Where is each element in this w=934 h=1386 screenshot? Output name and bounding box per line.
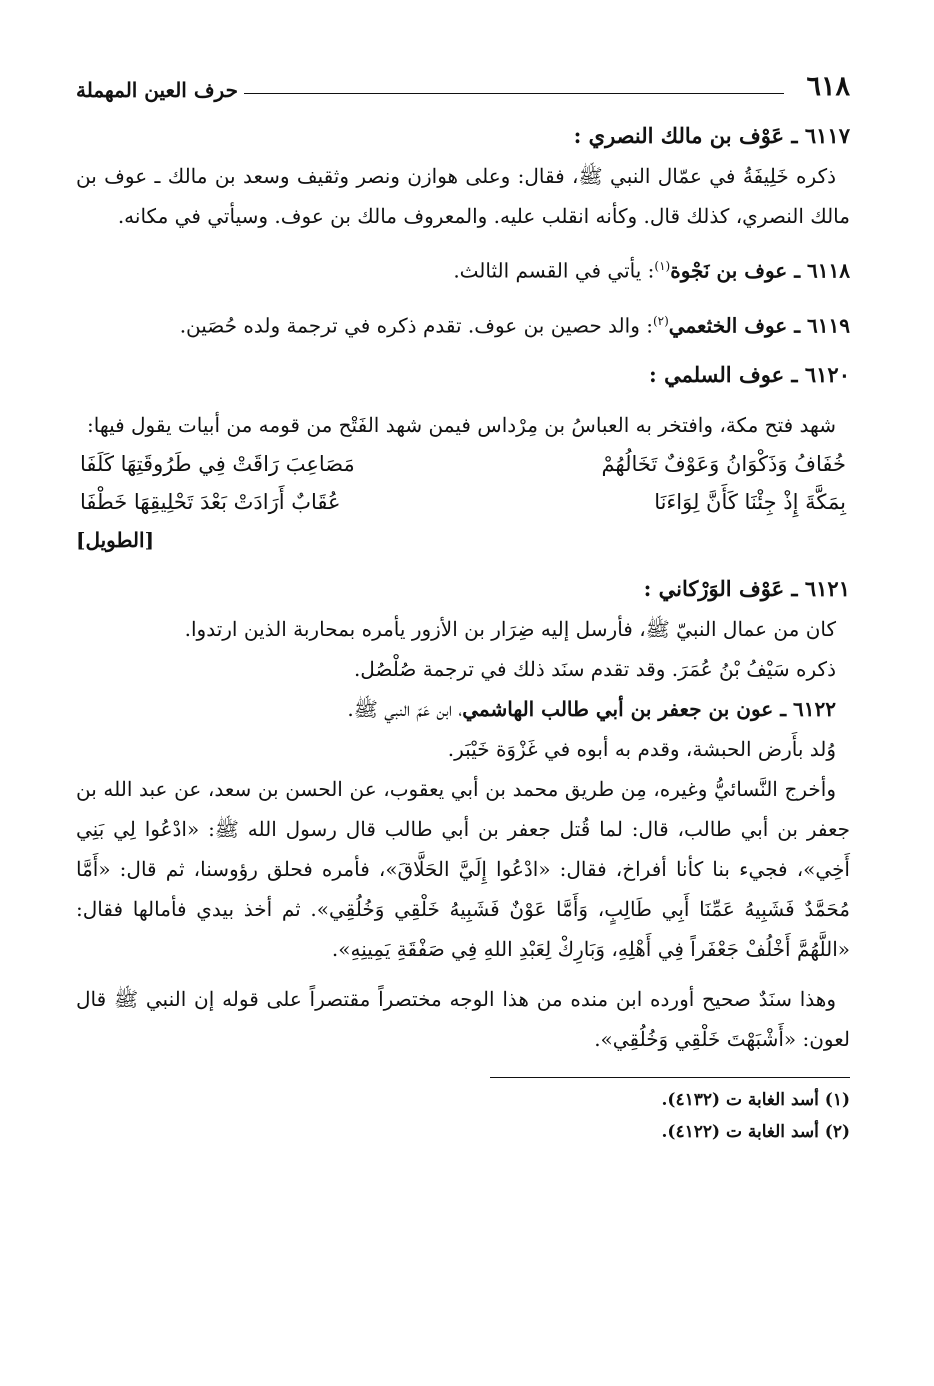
running-title: حرف العين المهملة <box>76 78 238 102</box>
verse-hemistich-right: بِمَكَّةَ إِذْ جِئْنَا كَأَنَّ لِوَاءَنَا <box>654 490 846 515</box>
verse-hemistich-right: خُفَافُ وَذَكْوَانُ وَعَوْفٌ تَخَالُهُمْ <box>601 452 846 477</box>
entry-paragraph: ذكره سَيْفُ بْنُ عُمَرَ. وقد تقدم سنَد ذلك في ترجمة صُلْصُل. <box>353 657 836 682</box>
header-rule <box>244 93 785 94</box>
footnote-ref: (٢) <box>652 313 669 328</box>
verse-hemistich-left: عُقَابٌ أَرَادَتْ بَعْدَ تَحْلِيقِهَا خَطْفَا <box>80 490 341 515</box>
poem-meter: [الطويل] <box>76 528 155 553</box>
footnote: (١) أسد الغابة ت (٤١٣٢). <box>661 1090 850 1111</box>
entry-heading: ٦١١٧ ـ عَوْف بن مالك النصري : <box>573 123 850 148</box>
page-header <box>76 66 850 100</box>
entry-heading-rest: ، ابن عَمّ النبي ﷺ. <box>347 697 463 722</box>
entry-heading: ٦١٢٢ ـ عون بن جعفر بن أبي طالب الهاشمي <box>462 697 836 722</box>
entry-heading: ٦١٢١ ـ عَوْف الوَرْكاني : <box>643 576 850 602</box>
entry-heading-rest: : يأتي في القسم الثالث. <box>453 258 655 283</box>
entry-6120 <box>76 355 850 559</box>
entry-heading: ٦١١٩ ـ عوف الخثعمي <box>668 313 850 338</box>
footnote-ref: (١) <box>654 259 671 273</box>
page-number: ٦١٨ <box>806 71 850 102</box>
entry-paragraph: كان من عمال النبيّ ﷺ، فأرسل إليه ضِرَار بن الأزور يأمره بمحاربة الذين ارتدوا. <box>184 617 836 642</box>
entry-heading-rest: : والد حصين بن عوف. تقدم ذكره في ترجمة ولده حُصَين. <box>179 313 653 338</box>
entry-6118 <box>76 246 850 291</box>
entry-6121 <box>76 569 850 689</box>
poem-verse <box>76 445 850 483</box>
entry-paragraph: شهد فتح مكة، وافتخر به العباسُ بن مِرْداس فيمن شهد الفَتْح من قومه من أبيات يقول فيها: <box>87 413 836 438</box>
entry-heading: ٦١٢٠ ـ عوف السلمي : <box>649 362 850 388</box>
entry-paragraph: وأخرج النَّسائيُّ وغيره، مِن طريق محمد بن أبي يعقوب، عن الحسن بن سعد، عن عبد الله بن جعفر بن أبي طالب، قال: لما قُتل جعفر بن أبي طالب قال رسول الله ﷺ: «ادْعُوا لِي بَنِي أَخِي»، فجيء بنا كأنا أفراخ، فقال: «ادْعُوا إِلَيَّ الحَلَّاقَ»، فأمره فحلق رؤوسنا، ثم قال: «أَمَّا مُحَمَّدٌ فَشَبِيهُ عَمِّنَا أَبِي طَالِبٍ، وَأَمَّا عَوْنٌ فَشَبِيهُ خَلْقِي وَخُلُقِي». ثم أخذ بيدي فأمالها فقال: «اللَّهُمَّ أَخْلُفْ جَعْفَراً فِي أَهْلِهِ، وَبَارِكْ لِعَبْدِ اللهِ فِي صَفْقَةِ يَمِينِهِ». <box>76 777 851 962</box>
poem-verse <box>76 483 850 521</box>
entry-6122 <box>76 689 850 1059</box>
entry-6117 <box>76 116 850 236</box>
entry-paragraph: وُلد بأَرض الحبشة، وقدم به أبوه في غَزْوَة خَيْبَر. <box>447 737 836 762</box>
footnote: (٢) أسد الغابة ت (٤١٢٢). <box>661 1122 850 1143</box>
footnote-rule <box>490 1077 850 1078</box>
entry-paragraph: ذكره خَلِيفَةُ في عمّال النبي ﷺ، فقال: وعلى هوازن ونصر وثقيف وسعد بن مالك ـ عوف بن مالك النصري، كذلك قال. وكأنه انقلب عليه. والمعروف مالك بن عوف. وسيأتي في مكانه. <box>76 164 850 228</box>
entry-paragraph: وهذا سنَدٌ صحيح أورده ابن منده من هذا الوجه مختصراً مقتصراً على قوله إن النبي ﷺ قال لعون: «أَشْبَهْتَ خَلْقِي وَخُلُقِي». <box>76 987 850 1052</box>
entry-heading: ٦١١٨ ـ عوف بن نَجْوة <box>670 258 850 283</box>
verse-hemistich-left: مَصَاعِبَ رَاقَتْ فِي طَرُوقَتِهَا كَلَفَا <box>80 452 355 477</box>
entry-6119 <box>76 301 850 346</box>
